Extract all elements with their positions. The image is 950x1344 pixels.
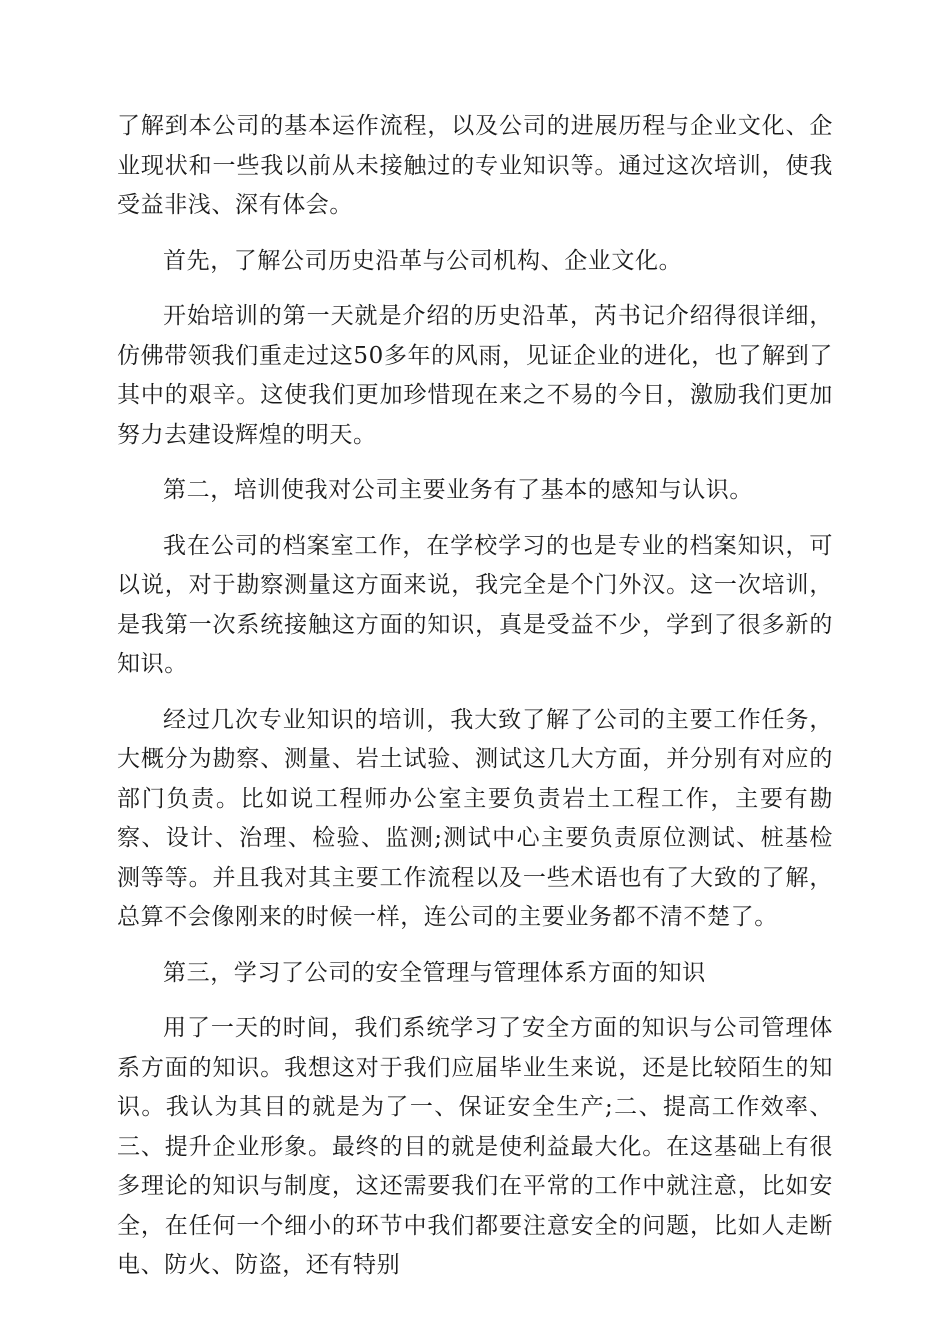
paragraph-intro-continued: 了解到本公司的基本运作流程，以及公司的进展历程与企业文化、企业现状和一些我以前从未接触过的专业知识等。通过这次培训，使我受益非浅、深有体会。 [117, 113, 833, 218]
document-body [117, 107, 833, 1302]
paragraph-safety-management: 用了一天的时间，我们系统学习了安全方面的知识与公司管理体系方面的知识。我想这对于我们应届毕业生来说，还是比较陌生的知识。我认为其目的就是为了一、保证安全生产;二、提高工作效率、三、提升企业形象。最终的目的就是使利益最大化。在这基础上有很多理论的知识与制度，这还需要我们在平常的工作中就注意，比如安全，在任何一个细小的环节中我们都要注意安全的问题，比如人走断电、防火、防盗，还有特别 [117, 1015, 833, 1278]
paragraph-heading-first: 首先，了解公司历史沿革与公司机构、企业文化。 [163, 247, 683, 274]
paragraph-heading-second: 第二，培训使我对公司主要业务有了基本的感知与认识。 [163, 477, 753, 503]
paragraph-business-tasks: 经过几次专业知识的培训，我大致了解了公司的主要工作任务，大概分为勘察、测量、岩土试验、测试这几大方面，并分别有对应的部门负责。比如说工程师办公室主要负责岩土工程工作，主要有勘察、设计、治理、检验、监测;测试中心主要负责原位测试、桩基检测等等。并且我对其主要工作流程以及一些术语也有了大致的了解，总算不会像刚来的时候一样，连公司的主要业务都不清不楚了。 [117, 706, 833, 930]
paragraph-archive-work: 我在公司的档案室工作，在学校学习的也是专业的档案知识，可以说，对于勘察测量这方面来说，我完全是个门外汉。这一次培训，是我第一次系统接触这方面的知识，真是受益不少，学到了很多新的知识。 [117, 532, 833, 677]
paragraph-heading-third: 第三，学习了公司的安全管理与管理体系方面的知识 [163, 959, 706, 986]
paragraph-history: 开始培训的第一天就是介绍的历史沿革，芮书记介绍得很详细，仿佛带领我们重走过这50多年的风雨，见证企业的进化，也了解到了其中的艰辛。这使我们更加珍惜现在来之不易的今日，激励我们更加努力去建设辉煌的明天。 [117, 303, 833, 448]
